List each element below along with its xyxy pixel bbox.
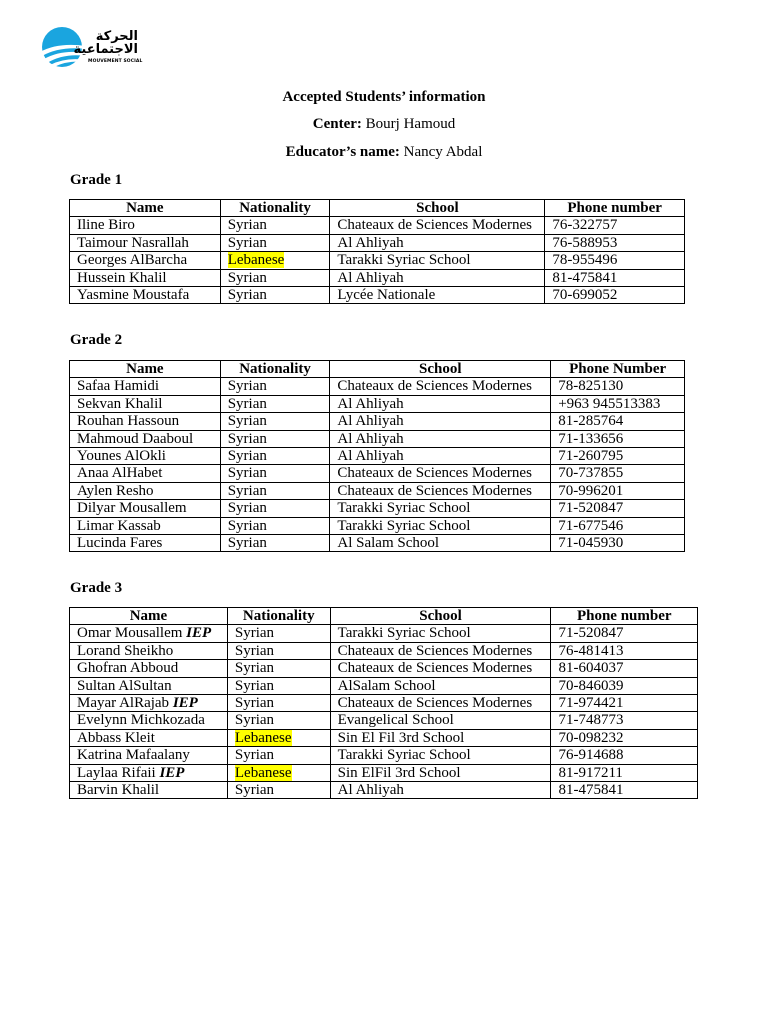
grade-1-title: Grade 1: [70, 172, 123, 188]
name-column-header: Name: [70, 608, 228, 625]
phone-cell: 81-917211: [551, 764, 698, 781]
phone-column-header: Phone number: [545, 200, 685, 217]
table-row: [70, 234, 685, 251]
iep-marker: IEP: [159, 764, 185, 781]
nationality: Syrian: [227, 269, 267, 286]
nationality-cell: [220, 378, 330, 395]
table-row: [70, 535, 685, 552]
nationality-cell: [220, 448, 330, 465]
student-name: Yasmine Moustafa: [77, 287, 190, 304]
student-name-cell: [70, 395, 221, 412]
educator-label: Educator’s name:: [285, 144, 400, 160]
nationality-cell: [220, 517, 330, 534]
school-cell: Chateaux de Sciences Modernes: [330, 217, 545, 234]
student-name-cell: [70, 482, 221, 499]
phone-cell: 71-974421: [551, 695, 698, 712]
student-name-cell: [70, 269, 221, 286]
student-name: Limar Kassab: [77, 517, 161, 534]
student-name-cell: [70, 764, 228, 781]
school-cell: Al Ahliyah: [330, 413, 551, 430]
school-cell: Tarakki Syriac School: [330, 625, 551, 642]
school-cell: Chateaux de Sciences Modernes: [330, 695, 551, 712]
table-row: [70, 782, 698, 799]
phone-cell: 71-133656: [551, 430, 685, 447]
phone-cell: 76-322757: [545, 217, 685, 234]
student-name: Sultan AlSultan: [77, 677, 172, 694]
document-title: Accepted Students’ information: [282, 89, 486, 105]
nationality-cell: [227, 695, 330, 712]
educator-line: [0, 143, 768, 161]
grade-2-table: [69, 360, 685, 552]
student-name: Omar Mousallem: [77, 625, 183, 642]
nationality: Syrian: [234, 660, 275, 677]
table-row: [70, 252, 685, 269]
phone-cell: 76-481413: [551, 642, 698, 659]
school-cell: Sin ElFil 3rd School: [330, 764, 551, 781]
table-row: [70, 448, 685, 465]
phone-cell: 71-677546: [551, 517, 685, 534]
student-name-cell: [70, 695, 228, 712]
nationality: Syrian: [234, 782, 275, 799]
nationality: Syrian: [234, 712, 275, 729]
table-row: [70, 625, 698, 642]
nationality: Syrian: [227, 517, 267, 534]
school-column-header: School: [330, 361, 551, 378]
nationality-cell: [227, 642, 330, 659]
nationality: Syrian: [234, 625, 275, 642]
table-row: [70, 217, 685, 234]
phone-cell: 71-748773: [551, 712, 698, 729]
nationality-cell: [220, 395, 330, 412]
table-row: [70, 395, 685, 412]
student-name: Anaa AlHabet: [77, 465, 163, 482]
student-name-cell: [70, 517, 221, 534]
nationality: Syrian: [234, 695, 275, 712]
nationality: Syrian: [227, 500, 267, 517]
student-name: Georges AlBarcha: [77, 252, 188, 269]
school-cell: Evangelical School: [330, 712, 551, 729]
student-name-cell: [70, 500, 221, 517]
student-name-cell: [70, 217, 221, 234]
nationality: Syrian: [227, 465, 267, 482]
logo-french-text: MOUVEMENT SOCIAL: [88, 59, 143, 64]
name-column-header: Name: [70, 200, 221, 217]
nationality-cell: [220, 252, 330, 269]
student-name-cell: [70, 465, 221, 482]
school-column-header: School: [330, 200, 545, 217]
phone-cell: 70-098232: [551, 729, 698, 746]
center-value: Bourj Hamoud: [365, 116, 456, 132]
school-cell: Tarakki Syriac School: [330, 252, 545, 269]
student-name-cell: [70, 712, 228, 729]
table-row: [70, 269, 685, 286]
student-name-cell: [70, 234, 221, 251]
student-name: Laylaa Rifaii: [77, 764, 156, 781]
table-row: [70, 378, 685, 395]
nationality: Syrian: [227, 448, 267, 465]
phone-cell: 81-475841: [551, 782, 698, 799]
school-cell: Lycée Nationale: [330, 287, 545, 304]
nationality-cell: [227, 712, 330, 729]
table-row: [70, 517, 685, 534]
nationality: Syrian: [227, 287, 267, 304]
student-name: Mahmoud Daaboul: [77, 430, 194, 447]
school-cell: Al Ahliyah: [330, 269, 545, 286]
student-name: Sekvan Khalil: [77, 395, 163, 412]
nationality-column-header: Nationality: [220, 361, 330, 378]
school-cell: Al Ahliyah: [330, 430, 551, 447]
nationality: Syrian: [227, 482, 267, 499]
student-name-cell: [70, 642, 228, 659]
school-cell: Al Ahliyah: [330, 395, 551, 412]
nationality: Syrian: [227, 430, 267, 447]
nationality-cell: [227, 764, 330, 781]
student-name: Ghofran Abboud: [77, 660, 179, 677]
nationality-cell: [220, 430, 330, 447]
phone-cell: +963 945513383: [551, 395, 685, 412]
phone-cell: 71-520847: [551, 500, 685, 517]
grade-2-title: Grade 2: [70, 332, 123, 348]
iep-marker: IEP: [186, 625, 212, 642]
school-cell: Al Ahliyah: [330, 782, 551, 799]
student-name-cell: [70, 782, 228, 799]
highlighted-nationality: Lebanese: [227, 252, 285, 269]
student-name: Taimour Nasrallah: [77, 234, 189, 251]
nationality-cell: [220, 465, 330, 482]
student-name-cell: [70, 625, 228, 642]
student-name-cell: [70, 729, 228, 746]
nationality: Syrian: [227, 217, 267, 234]
school-cell: Tarakki Syriac School: [330, 747, 551, 764]
nationality: Syrian: [227, 234, 267, 251]
table-row: [70, 413, 685, 430]
table-row: [70, 430, 685, 447]
phone-cell: 70-699052: [545, 287, 685, 304]
student-name-cell: [70, 747, 228, 764]
school-cell: Sin El Fil 3rd School: [330, 729, 551, 746]
table-row: [70, 642, 698, 659]
nationality: Syrian: [227, 395, 267, 412]
grade-1-table: [69, 199, 685, 304]
name-column-header: Name: [70, 361, 221, 378]
nationality: Syrian: [234, 642, 275, 659]
nationality-cell: [227, 747, 330, 764]
student-name: Barvin Khalil: [77, 782, 160, 799]
student-name-cell: [70, 287, 221, 304]
table-row: [70, 677, 698, 694]
student-name-cell: [70, 252, 221, 269]
student-name-cell: [70, 448, 221, 465]
nationality-column-header: Nationality: [227, 608, 330, 625]
table-header-row: [70, 361, 685, 378]
phone-cell: 81-604037: [551, 660, 698, 677]
student-name: Safaa Hamidi: [77, 378, 160, 395]
student-name-cell: [70, 535, 221, 552]
school-cell: Tarakki Syriac School: [330, 500, 551, 517]
nationality: Syrian: [227, 535, 267, 552]
table-row: [70, 695, 698, 712]
nationality: Syrian: [227, 378, 267, 395]
school-cell: Al Salam School: [330, 535, 551, 552]
student-name-cell: [70, 378, 221, 395]
nationality-cell: [220, 500, 330, 517]
highlighted-nationality: Lebanese: [234, 764, 292, 781]
table-row: [70, 660, 698, 677]
center-line: [0, 115, 768, 133]
nationality-cell: [220, 234, 330, 251]
logo-arabic-text: الحركة الاجتماعية: [73, 29, 138, 57]
iep-marker: IEP: [172, 695, 198, 712]
nationality-cell: [220, 217, 330, 234]
nationality-cell: [227, 660, 330, 677]
phone-cell: 78-955496: [545, 252, 685, 269]
grade-3-title: Grade 3: [70, 580, 123, 596]
school-cell: Al Ahliyah: [330, 234, 545, 251]
student-name-cell: [70, 413, 221, 430]
phone-cell: 76-588953: [545, 234, 685, 251]
phone-cell: 76-914688: [551, 747, 698, 764]
student-name-cell: [70, 660, 228, 677]
student-name: Iline Biro: [77, 217, 135, 234]
student-name: Dilyar Mousallem: [77, 500, 187, 517]
table-row: [70, 729, 698, 746]
nationality: Syrian: [234, 677, 275, 694]
nationality-cell: [227, 625, 330, 642]
table-header-row: [70, 200, 685, 217]
student-name-cell: [70, 430, 221, 447]
nationality: Syrian: [227, 413, 267, 430]
student-name: Younes AlOkli: [77, 448, 166, 465]
nationality-cell: [227, 782, 330, 799]
student-name: Aylen Resho: [77, 482, 154, 499]
table-row: [70, 712, 698, 729]
phone-column-header: Phone number: [551, 608, 698, 625]
student-name: Mayar AlRajab: [77, 695, 170, 712]
nationality-cell: [227, 677, 330, 694]
phone-cell: 70-737855: [551, 465, 685, 482]
school-cell: Chateaux de Sciences Modernes: [330, 378, 551, 395]
phone-cell: 78-825130: [551, 378, 685, 395]
school-cell: Chateaux de Sciences Modernes: [330, 482, 551, 499]
phone-column-header: Phone Number: [551, 361, 685, 378]
student-name: Rouhan Hassoun: [77, 413, 180, 430]
nationality-cell: [220, 269, 330, 286]
phone-cell: 70-846039: [551, 677, 698, 694]
nationality-column-header: Nationality: [220, 200, 330, 217]
highlighted-nationality: Lebanese: [234, 729, 292, 746]
nationality-cell: [220, 413, 330, 430]
phone-cell: 70-996201: [551, 482, 685, 499]
school-cell: Chateaux de Sciences Modernes: [330, 660, 551, 677]
student-name: Abbass Kleit: [77, 729, 155, 746]
nationality-cell: [227, 729, 330, 746]
phone-cell: 81-285764: [551, 413, 685, 430]
table-header-row: [70, 608, 698, 625]
student-name: Lucinda Fares: [77, 535, 163, 552]
school-cell: Chateaux de Sciences Modernes: [330, 465, 551, 482]
phone-cell: 71-045930: [551, 535, 685, 552]
student-name: Katrina Mafaalany: [77, 747, 190, 764]
student-name: Lorand Sheikho: [77, 642, 174, 659]
nationality-cell: [220, 482, 330, 499]
table-row: [70, 747, 698, 764]
student-name-cell: [70, 677, 228, 694]
table-row: [70, 764, 698, 781]
table-row: [70, 287, 685, 304]
school-cell: Al Ahliyah: [330, 448, 551, 465]
phone-cell: 71-260795: [551, 448, 685, 465]
student-name: Hussein Khalil: [77, 269, 167, 286]
school-column-header: School: [330, 608, 551, 625]
nationality: Syrian: [234, 747, 275, 764]
student-name: Evelynn Michkozada: [77, 712, 205, 729]
phone-cell: 81-475841: [545, 269, 685, 286]
school-cell: Chateaux de Sciences Modernes: [330, 642, 551, 659]
table-row: [70, 482, 685, 499]
school-cell: AlSalam School: [330, 677, 551, 694]
nationality-cell: [220, 287, 330, 304]
nationality-cell: [220, 535, 330, 552]
table-row: [70, 500, 685, 517]
center-label: Center:: [312, 116, 362, 132]
school-cell: Tarakki Syriac School: [330, 517, 551, 534]
table-row: [70, 465, 685, 482]
grade-3-table: [69, 607, 698, 799]
educator-value: Nancy Abdal: [403, 144, 483, 160]
phone-cell: 71-520847: [551, 625, 698, 642]
